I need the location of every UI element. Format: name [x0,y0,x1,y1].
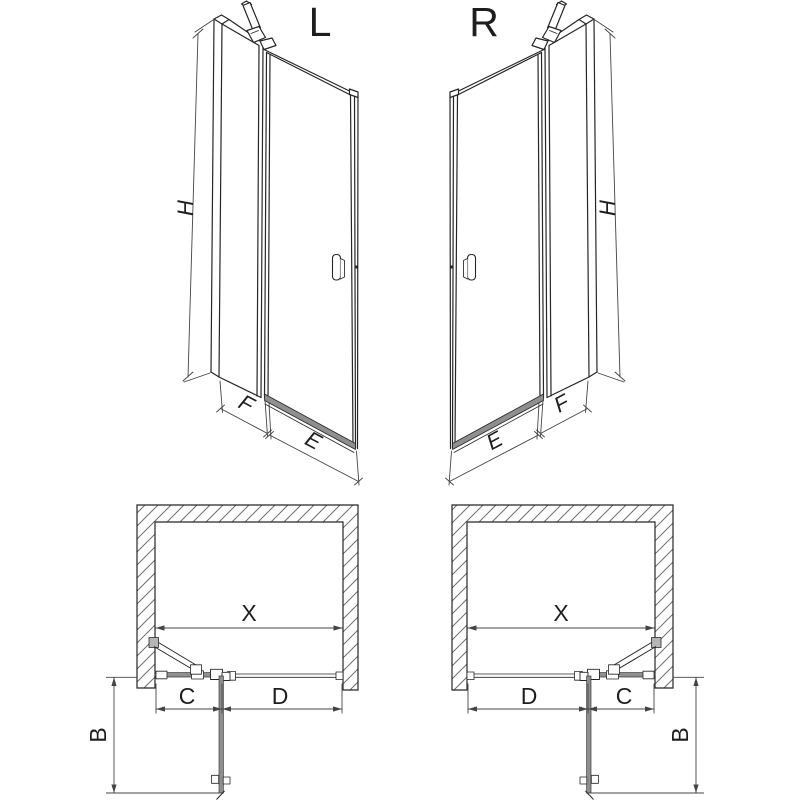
b-dimension-left [106,677,221,793]
wall-hatched-left-plan [137,505,358,690]
plan-view-left [85,505,358,800]
b-arrow-bottom-right-plan [693,785,698,794]
door-width-dim-label-right: E [482,425,507,455]
b-arrow-top-left-plan [111,677,116,686]
variant-label-right: R [469,0,499,45]
opening-width-label-right: X [553,600,569,626]
fixed-width-dim-label-left: F [234,389,259,418]
iso-view-left [173,0,363,485]
plan-left-art [149,625,343,799]
b-arrow-top-right-plan [693,677,698,686]
door-segment-label-left: D [271,683,289,709]
projection-label-left: B [85,727,111,743]
door-width-dim-label-left: E [301,425,326,455]
plan-right-art [467,625,661,799]
projection-label-right: B [667,727,693,743]
height-dim-label-left: H [173,200,198,216]
fixed-width-dim-label-right: F [549,389,574,418]
fixed-segment-label-left: C [178,683,196,709]
iso-left-art [183,1,363,485]
height-dim-label-right: H [595,200,620,216]
opening-width-label-left: X [241,600,257,626]
fixed-segment-label-right: C [615,683,633,709]
door-segment-label-right: D [520,683,538,709]
plan-view-right [452,505,704,800]
variant-label-left: L [308,0,332,45]
wall-hatched-right-plan [452,505,673,690]
iso-view-right [446,0,626,485]
iso-right-art [446,1,626,485]
b-arrow-bottom-left-plan [111,785,116,794]
